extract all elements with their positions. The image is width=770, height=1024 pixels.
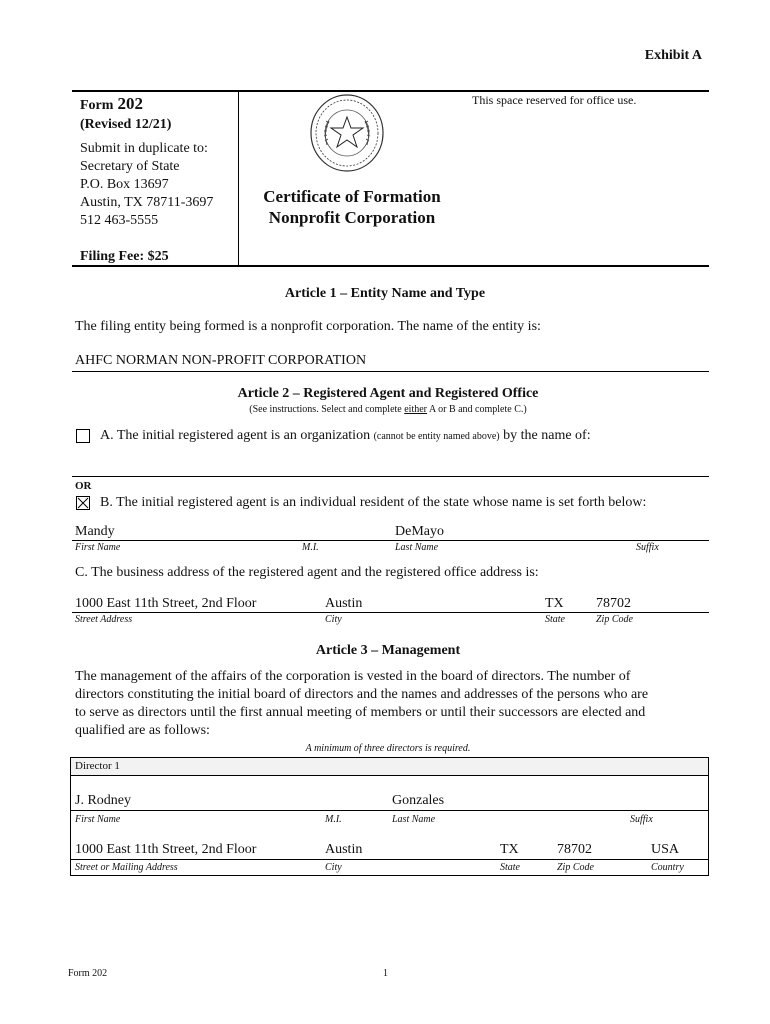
agent-zip[interactable]: 78702 (596, 596, 631, 611)
director-1-label-bar (71, 758, 708, 776)
first-name-caption: First Name (75, 542, 121, 553)
texas-seal-icon (309, 93, 385, 173)
zip-caption: Zip Code (596, 614, 633, 625)
option-a-label: A. The initial registered agent is an organization (cannot be entity named above) by the name of: (100, 428, 591, 443)
director-last-name[interactable]: Gonzales (392, 793, 445, 808)
director-city-caption: City (325, 862, 342, 873)
revised-date: (Revised 12/21) (80, 117, 172, 132)
header-divider (238, 90, 239, 266)
agent-address-rule (72, 612, 709, 613)
article3-heading: Article 3 – Management (315, 643, 461, 658)
director-country[interactable]: USA (651, 842, 680, 857)
article1-heading: Article 1 – Entity Name and Type (284, 286, 486, 301)
office-use-note: This space reserved for office use. (472, 93, 637, 107)
director-state[interactable]: TX (500, 842, 519, 857)
director-mi-caption: M.I. (325, 814, 342, 825)
director-first-caption: First Name (75, 814, 121, 825)
form-title: Certificate of Formation Nonprofit Corporation (263, 187, 441, 227)
entity-name-field[interactable]: AHFC NORMAN NON-PROFIT CORPORATION (75, 353, 367, 368)
director-address-rule (71, 859, 708, 860)
director-name-rule (71, 810, 708, 811)
agent-first-name[interactable]: Mandy (75, 524, 115, 539)
article2-heading: Article 2 – Registered Agent and Registered Office (237, 386, 539, 401)
director-1-label: Director 1 (75, 760, 120, 772)
entity-name-rule (72, 371, 709, 372)
exhibit-label: Exhibit A (644, 48, 702, 63)
city-caption: City (325, 614, 342, 625)
header-top-rule (72, 90, 709, 92)
agent-last-name[interactable]: DeMayo (395, 524, 444, 539)
director-zip-caption: Zip Code (557, 862, 594, 873)
director-first-name[interactable]: J. Rodney (75, 793, 131, 808)
article3-text: The management of the affairs of the corporation is vested in the board of directors. The number of directors constituting the initial board of directors and the names and addresses of the persons who are to serve as directors until the first annual meeting of members or until their successors are elected and qualified are as follows: (75, 669, 649, 738)
checkmark-x-icon (77, 497, 89, 509)
director-state-caption: State (500, 862, 520, 873)
page-number: 1 (383, 968, 388, 979)
director-zip[interactable]: 78702 (557, 842, 592, 857)
agent-state[interactable]: TX (545, 596, 564, 611)
minimum-directors-note: A minimum of three directors is required. (305, 743, 471, 754)
option-a-rule (72, 476, 709, 477)
director-suffix-caption: Suffix (630, 814, 653, 825)
agent-name-rule (72, 540, 709, 541)
director-street[interactable]: 1000 East 11th Street, 2nd Floor (75, 842, 257, 857)
mi-caption: M.I. (302, 542, 319, 553)
agent-city[interactable]: Austin (325, 596, 363, 611)
article2-instructions: (See instructions. Select and complete either A or B and complete C.) (249, 404, 527, 415)
director-country-caption: Country (651, 862, 684, 873)
director-city[interactable]: Austin (325, 842, 363, 857)
street-caption: Street Address (75, 614, 133, 625)
director-street-caption: Street or Mailing Address (75, 862, 178, 873)
option-a-checkbox[interactable] (76, 429, 90, 443)
article1-text: The filing entity being formed is a nonprofit corporation. The name of the entity is: (75, 319, 541, 334)
option-b-label: B. The initial registered agent is an individual resident of the state whose name is set forth below: (100, 495, 647, 510)
director-last-caption: Last Name (392, 814, 436, 825)
form-number: Form 202 (80, 94, 143, 113)
filing-fee: Filing Fee: $25 (80, 249, 169, 264)
or-label: OR (75, 480, 92, 492)
option-b-checkbox[interactable] (76, 496, 90, 510)
suffix-caption: Suffix (636, 542, 659, 553)
header-bottom-rule (72, 265, 709, 267)
state-caption: State (545, 614, 565, 625)
last-name-caption: Last Name (395, 542, 439, 553)
submit-address: Submit in duplicate to: Secretary of State P.O. Box 13697 Austin, TX 78711-3697 512 463-5555 (80, 141, 214, 228)
footer-form-label: Form 202 (68, 968, 108, 979)
agent-street[interactable]: 1000 East 11th Street, 2nd Floor (75, 596, 257, 611)
option-c-label: C. The business address of the registered agent and the registered office address is: (75, 565, 539, 580)
